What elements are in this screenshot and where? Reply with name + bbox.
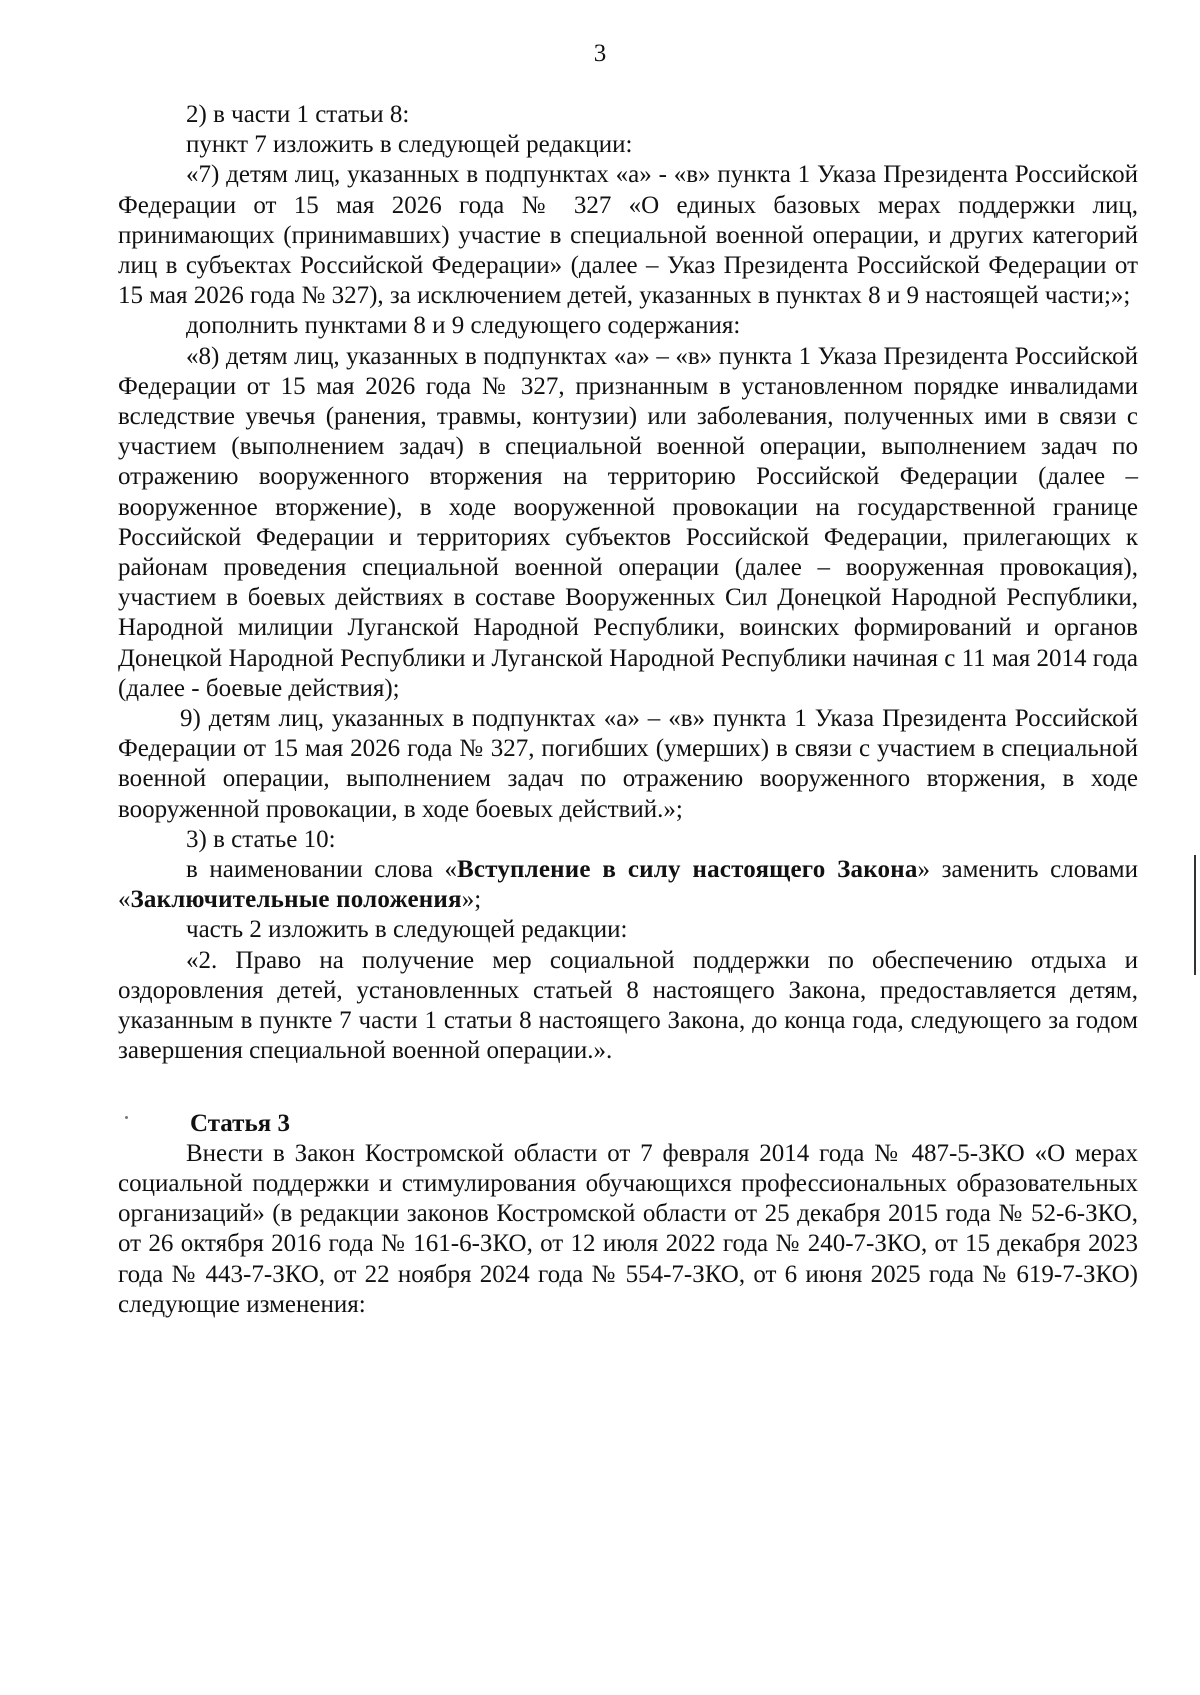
document-body bbox=[118, 100, 1138, 1320]
title-change-middle: » заменить словами « bbox=[118, 856, 1138, 914]
scan-edge-mark bbox=[1194, 855, 1196, 975]
scan-dot-mark bbox=[125, 1116, 128, 1119]
new-title-bold: Заключительные положения bbox=[130, 886, 462, 914]
paragraph-article3-text: Внести в Закон Костромской области от 7 февраля 2014 года № 487-5-ЗКО «О мерах социальной поддержки и стимулирования обучающихся профессиональных образовательных организаций» (в редакции законов Костромской области от 25 декабря 2015 года № 52-6-ЗКО, от 26 октября 2016 года № 161-6-ЗКО, от 12 июля 2022 года № 240-7-ЗКО, от 15 декабря 2023 года № 443-7-ЗКО, от 22 ноября 2024 года № 554-7-ЗКО, от 6 июня 2025 года № 619-7-ЗКО) следующие изменения: bbox=[118, 1139, 1138, 1318]
paragraph-article10-title-change bbox=[118, 855, 1138, 915]
article-3-heading: Статья 3 bbox=[190, 1109, 290, 1137]
title-change-after: »; bbox=[461, 886, 482, 914]
paragraph-item8-text: «8) детям лиц, указанных в подпунктах «а» – «в» пункта 1 Указа Президента Российской Федерации от 15 мая 2026 года № 327, признанным в установленном порядке инвалидами вследствие увечья (ранения, травмы, контузии) или заболевания, полученных ими в связи с участием (выполнением задач) в специальной военной операции, выполнением задач по отражению вооруженного вторжения на территорию Российской Федерации (далее – вооруженное вторжение), в ходе вооруженной провокации на государственной границе Российской Федерации и территориях субъектов Российской Федерации, прилегающих к районам проведения специальной военной операции (далее – вооруженная провокация), участием в боевых действиях в составе Вооруженных Сил Донецкой Народной Республики, Народной милиции Луганской Народной Республики, воинских формирований и органов Донецкой Народной Республики и Луганской Народной Республики начиная с 11 мая 2014 года (далее - боевые действия); bbox=[118, 342, 1138, 702]
paragraph-part1-article8: 2) в части 1 статьи 8: bbox=[186, 101, 410, 128]
old-title-bold: Вступление в силу настоящего Закона bbox=[457, 856, 918, 884]
paragraph-item7-text: «7) детям лиц, указанных в подпунктах «а» - «в» пункта 1 Указа Президента Российской Федерации от 15 мая 2026 года № 327 «О единых базовых мерах поддержки лиц, принимающих (принимавших) участие в специальной военной операции, и других категорий лиц в субъектах Российской Федерации» (далее – Указ Президента Российской Федерации от 15 мая 2026 года № 327), за исключением детей, указанных в пунктах 8 и 9 настоящей части;»; bbox=[118, 161, 1138, 310]
paragraph-article10-intro: 3) в статье 10: bbox=[186, 825, 336, 853]
paragraph-item7-intro: пункт 7 изложить в следующей редакции: bbox=[186, 131, 633, 159]
page-number: 3 bbox=[593, 40, 607, 67]
paragraph-add-items-intro: дополнить пунктами 8 и 9 следующего содержания: bbox=[186, 312, 741, 340]
paragraph-part2-text: «2. Право на получение мер социальной поддержки по обеспечению отдыха и оздоровления детей, установленных статьей 8 настоящего Закона, предоставляется детям, указанным в пункте 7 части 1 статьи 8 настоящего Закона, до конца года, следующего за годом завершения специальной военной операции.». bbox=[118, 946, 1138, 1065]
paragraph-item9-text: 9) детям лиц, указанных в подпунктах «а» – «в» пункта 1 Указа Президента Российской Федерации от 15 мая 2026 года № 327, погибших (умерших) в связи с участием в специальной военной операции, выполнением задач по отражению вооруженного вторжения, в ходе вооруженной провокации, в ходе боевых действий.»; bbox=[118, 705, 1138, 823]
section-spacer bbox=[118, 1067, 1138, 1109]
paragraph-part2-intro: часть 2 изложить в следующей редакции: bbox=[186, 916, 628, 944]
title-change-before: в наименовании слова « bbox=[186, 856, 457, 884]
